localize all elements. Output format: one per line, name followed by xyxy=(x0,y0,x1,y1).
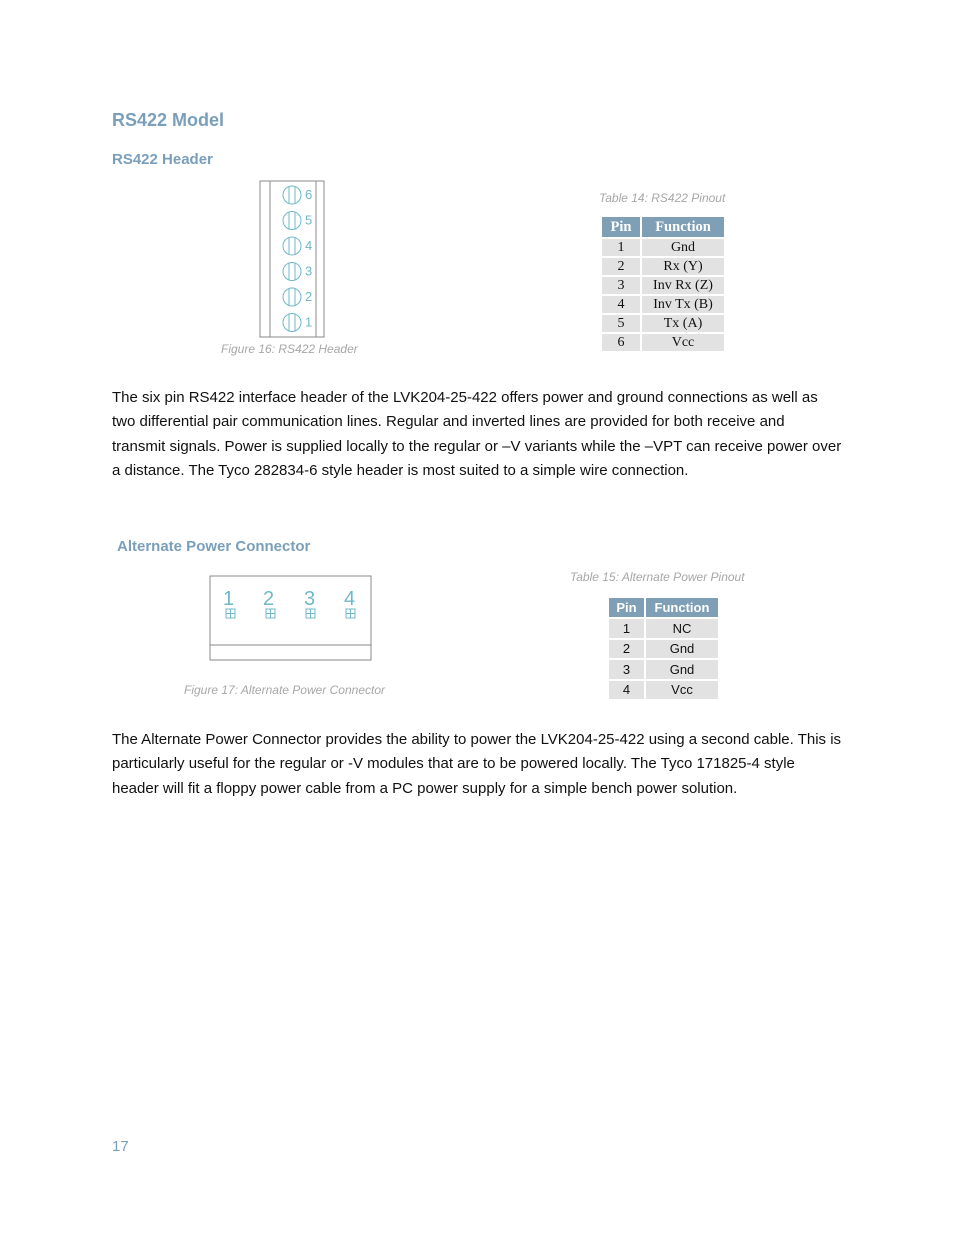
table-cell-pin: 5 xyxy=(601,314,641,333)
table-15-caption: Table 15: Alternate Power Pinout xyxy=(570,570,745,584)
alt-power-connector-figure xyxy=(208,574,374,664)
table-row xyxy=(601,238,725,257)
page-number: 17 xyxy=(112,1138,129,1155)
rs422-description xyxy=(112,386,842,483)
table-cell-pin: 4 xyxy=(601,295,641,314)
header-pin-label: 2 xyxy=(305,289,313,304)
table-row xyxy=(601,295,725,314)
table-cell-function: Gnd xyxy=(645,639,719,660)
connector-pin-4 xyxy=(344,588,355,618)
alt-power-heading: Alternate Power Connector xyxy=(117,538,311,555)
table-cell-function: Inv Rx (Z) xyxy=(641,276,725,295)
table-cell-pin: 1 xyxy=(608,618,645,639)
connector-pin-label: 3 xyxy=(304,588,316,610)
connector-pin-label: 2 xyxy=(263,588,275,610)
table-header-function: Function xyxy=(641,216,725,238)
connector-pin-label: 4 xyxy=(344,588,356,610)
table-cell-function: Gnd xyxy=(641,238,725,257)
table-cell-pin: 2 xyxy=(601,257,641,276)
header-pin-label: 5 xyxy=(305,212,313,228)
table-row xyxy=(608,618,719,639)
header-pin-label: 6 xyxy=(305,187,313,202)
alt-power-paragraph: The Alternate Power Connector provides the ability to power the LVK204-25-422 using a second cable. This is particularly useful for the regular or -V modules that are to be powered locally. The Tyco 171825-4 style header will fit a floppy power cable from a PC power supply for a simple bench power solution. xyxy=(112,731,842,797)
figure-17-caption: Figure 17: Alternate Power Connector xyxy=(184,683,385,697)
table-cell-pin: 2 xyxy=(608,639,645,660)
table-row xyxy=(608,639,719,660)
table-cell-pin: 3 xyxy=(601,276,641,295)
table-header-function: Function xyxy=(645,597,719,618)
table-cell-function: Vcc xyxy=(641,333,725,352)
rs422-pinout-table xyxy=(600,215,726,353)
connector-pin-2 xyxy=(263,588,275,618)
connector-pin-3 xyxy=(304,588,315,618)
connector-pin-1 xyxy=(223,588,235,618)
table-cell-function: Inv Tx (B) xyxy=(641,295,725,314)
table-cell-function: NC xyxy=(645,618,719,639)
header-pin-3 xyxy=(283,263,312,281)
header-pin-1 xyxy=(283,314,312,332)
table-row xyxy=(601,276,725,295)
header-pin-5 xyxy=(283,212,312,230)
figure-16-caption: Figure 16: RS422 Header xyxy=(221,342,358,356)
table-header-pin: Pin xyxy=(601,216,641,238)
header-pin-label: 4 xyxy=(305,238,313,253)
table-header-pin: Pin xyxy=(608,597,645,618)
alt-power-pinout-table xyxy=(607,596,720,701)
table-cell-function: Tx (A) xyxy=(641,314,725,333)
header-pin-label: 3 xyxy=(305,263,313,279)
table-row xyxy=(601,314,725,333)
table-cell-function: Vcc xyxy=(645,680,719,701)
rs422-paragraph: The six pin RS422 interface header of the LVK204-25-422 offers power and ground connections as well as two differential pair communication lines. Regular and inverted lines are provided for both receive and transmit signals. Power is supplied locally to the regular or –V variants while the –VPT can receive power over a distance. The Tyco 282834-6 style header is most suited to a simple wire connection. xyxy=(112,389,842,479)
table-cell-function: Gnd xyxy=(645,659,719,680)
rs422-header-heading: RS422 Header xyxy=(112,151,213,168)
table-cell-function: Rx (Y) xyxy=(641,257,725,276)
table-cell-pin: 4 xyxy=(608,680,645,701)
alt-power-description xyxy=(112,728,842,801)
table-cell-pin: 3 xyxy=(608,659,645,680)
table-14-caption: Table 14: RS422 Pinout xyxy=(599,191,726,205)
header-pin-2 xyxy=(283,288,312,306)
table-cell-pin: 6 xyxy=(601,333,641,352)
header-pin-label: 1 xyxy=(305,314,313,330)
table-row xyxy=(601,333,725,352)
rs422-header-figure xyxy=(258,178,328,340)
header-pin-4 xyxy=(283,237,312,255)
table-row xyxy=(608,659,719,680)
connector-pin-label: 1 xyxy=(223,588,235,610)
header-pin-6 xyxy=(283,186,312,204)
section-title: RS422 Model xyxy=(112,110,225,130)
table-row xyxy=(608,680,719,701)
table-cell-pin: 1 xyxy=(601,238,641,257)
table-row xyxy=(601,257,725,276)
